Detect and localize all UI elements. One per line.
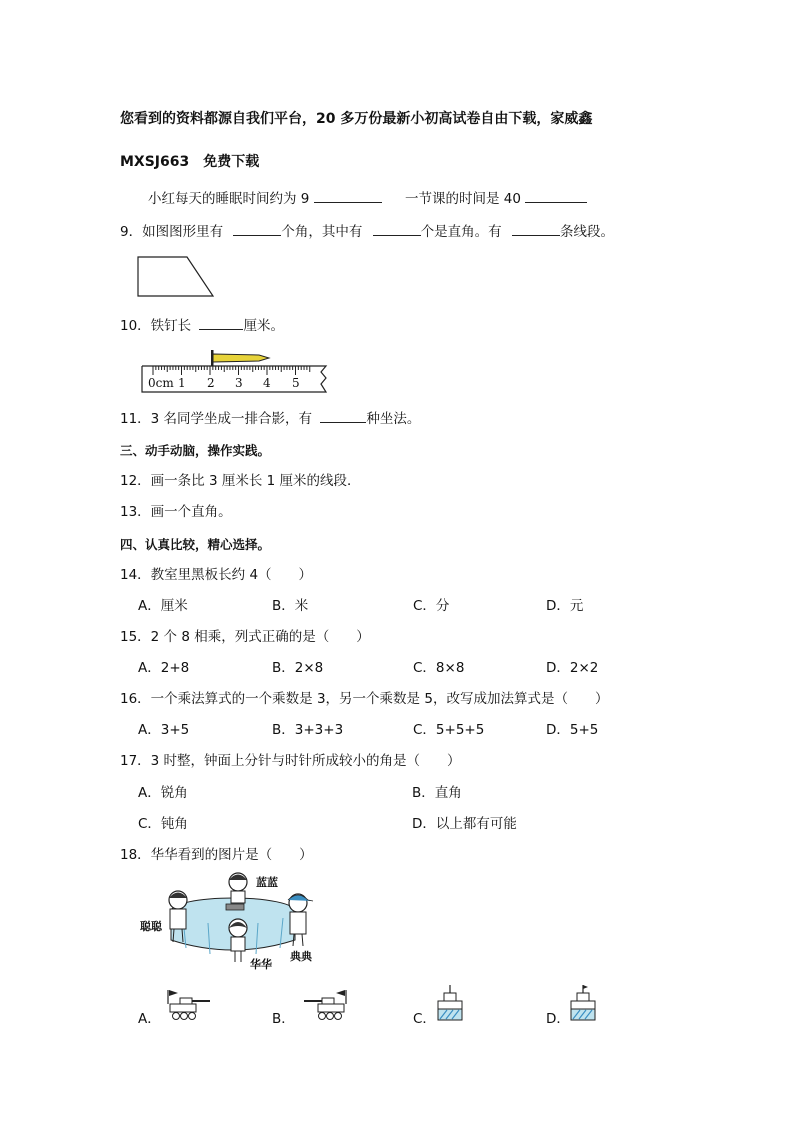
answer-blank[interactable] (233, 222, 281, 236)
question-10 (120, 316, 284, 335)
toy-front-view-c-icon[interactable] (435, 984, 465, 1022)
answer-blank[interactable] (373, 222, 421, 236)
toy-side-view-b-icon[interactable] (300, 988, 348, 1022)
option-d[interactable]: D．5+5 (546, 722, 599, 738)
question-18-stem: 18．华华看到的图片是（ ） (120, 847, 313, 863)
option-d[interactable]: D．2×2 (546, 660, 599, 676)
ruler-label: 5 (292, 376, 300, 390)
option-b[interactable]: B．米 (272, 598, 309, 614)
section-4-heading: 四、认真比较，精心选择。 (120, 537, 271, 552)
toy-back-view-d-icon[interactable] (568, 984, 598, 1022)
option-a[interactable]: A．厘米 (138, 598, 188, 614)
question-11 (120, 409, 420, 428)
ruler-label: 1 (178, 376, 186, 390)
answer-blank[interactable] (525, 189, 587, 203)
option-b[interactable]: B．2×8 (272, 660, 324, 676)
ruler-figure (141, 342, 331, 394)
q9-text-3: 个是直角。有 (420, 224, 502, 240)
q8-left (148, 189, 382, 208)
q8-right (405, 189, 587, 208)
answer-blank[interactable] (512, 222, 560, 236)
question-17-stem: 17．3 时整，钟面上分针与时针所成较小的角是（ ） (120, 753, 461, 769)
option-b[interactable]: B． (272, 1011, 295, 1027)
q9-text-4: 条线段。 (559, 224, 614, 240)
name-label-huahua: 华华 (250, 958, 272, 971)
q8-left-text: 小红每天的睡眠时间约为 9 (148, 191, 310, 207)
option-b[interactable]: B．直角 (412, 785, 462, 801)
question-12: 12．画一条比 3 厘米长 1 厘米的线段． (120, 473, 361, 489)
option-a[interactable]: A．2+8 (138, 660, 190, 676)
ruler-label: 3 (235, 376, 243, 390)
option-c[interactable]: C．分 (413, 598, 450, 614)
table-scene-illustration (138, 868, 328, 973)
question-16-stem: 16．一个乘法算式的一个乘数是 3，另一个乘数是 5，改写成加法算式是（ ） (120, 691, 609, 707)
q9-text-2: 个角，其中有 (281, 224, 363, 240)
question-15-stem: 15．2 个 8 相乘，列式正确的是（ ） (120, 629, 370, 645)
name-label-lanlan: 蓝蓝 (256, 876, 278, 889)
option-c[interactable]: C．钝角 (138, 816, 188, 832)
option-b[interactable]: B．3+3+3 (272, 722, 344, 738)
toy-side-view-a-icon[interactable] (166, 988, 214, 1022)
option-d[interactable]: D．以上都有可能 (412, 816, 517, 832)
option-d[interactable]: D． (546, 1011, 570, 1027)
q11-text-2: 种坐法。 (366, 411, 421, 427)
option-c[interactable]: C． (413, 1011, 436, 1027)
q10-text-1: 10．铁钉长 (120, 318, 192, 334)
name-label-congcong: 聪聪 (140, 920, 162, 933)
ruler-label: 2 (207, 376, 215, 390)
option-c[interactable]: C．5+5+5 (413, 722, 485, 738)
name-label-diandian: 典典 (290, 950, 312, 963)
option-c[interactable]: C．8×8 (413, 660, 465, 676)
ruler-label: 4 (263, 376, 271, 390)
question-14-stem: 14．教室里黑板长约 4（ ） (120, 567, 313, 583)
answer-blank[interactable] (320, 409, 366, 423)
q8-right-text: 一节课的时间是 40 (405, 191, 521, 207)
header-line-2: MXSJ663 免费下载 (120, 154, 260, 170)
option-a[interactable]: A．锐角 (138, 785, 188, 801)
question-13: 13．画一个直角。 (120, 504, 232, 520)
q11-text-1: 11．3 名同学坐成一排合影，有 (120, 411, 313, 427)
section-3-heading: 三、动手动脑，操作实践。 (120, 443, 271, 458)
q10-text-2: 厘米。 (243, 318, 284, 334)
answer-blank[interactable] (199, 316, 243, 330)
header-line-1: 您看到的资料都源自我们平台，20 多万份最新小初高试卷自由下载，家威鑫 (120, 111, 593, 127)
ruler-label: 0cm (148, 376, 174, 390)
trapezoid-figure (137, 256, 217, 298)
q9-text-1: 9．如图图形里有 (120, 224, 224, 240)
option-a[interactable]: A．3+5 (138, 722, 190, 738)
option-d[interactable]: D．元 (546, 598, 584, 614)
question-9 (120, 222, 614, 241)
answer-blank[interactable] (314, 189, 382, 203)
option-a[interactable]: A． (138, 1011, 161, 1027)
